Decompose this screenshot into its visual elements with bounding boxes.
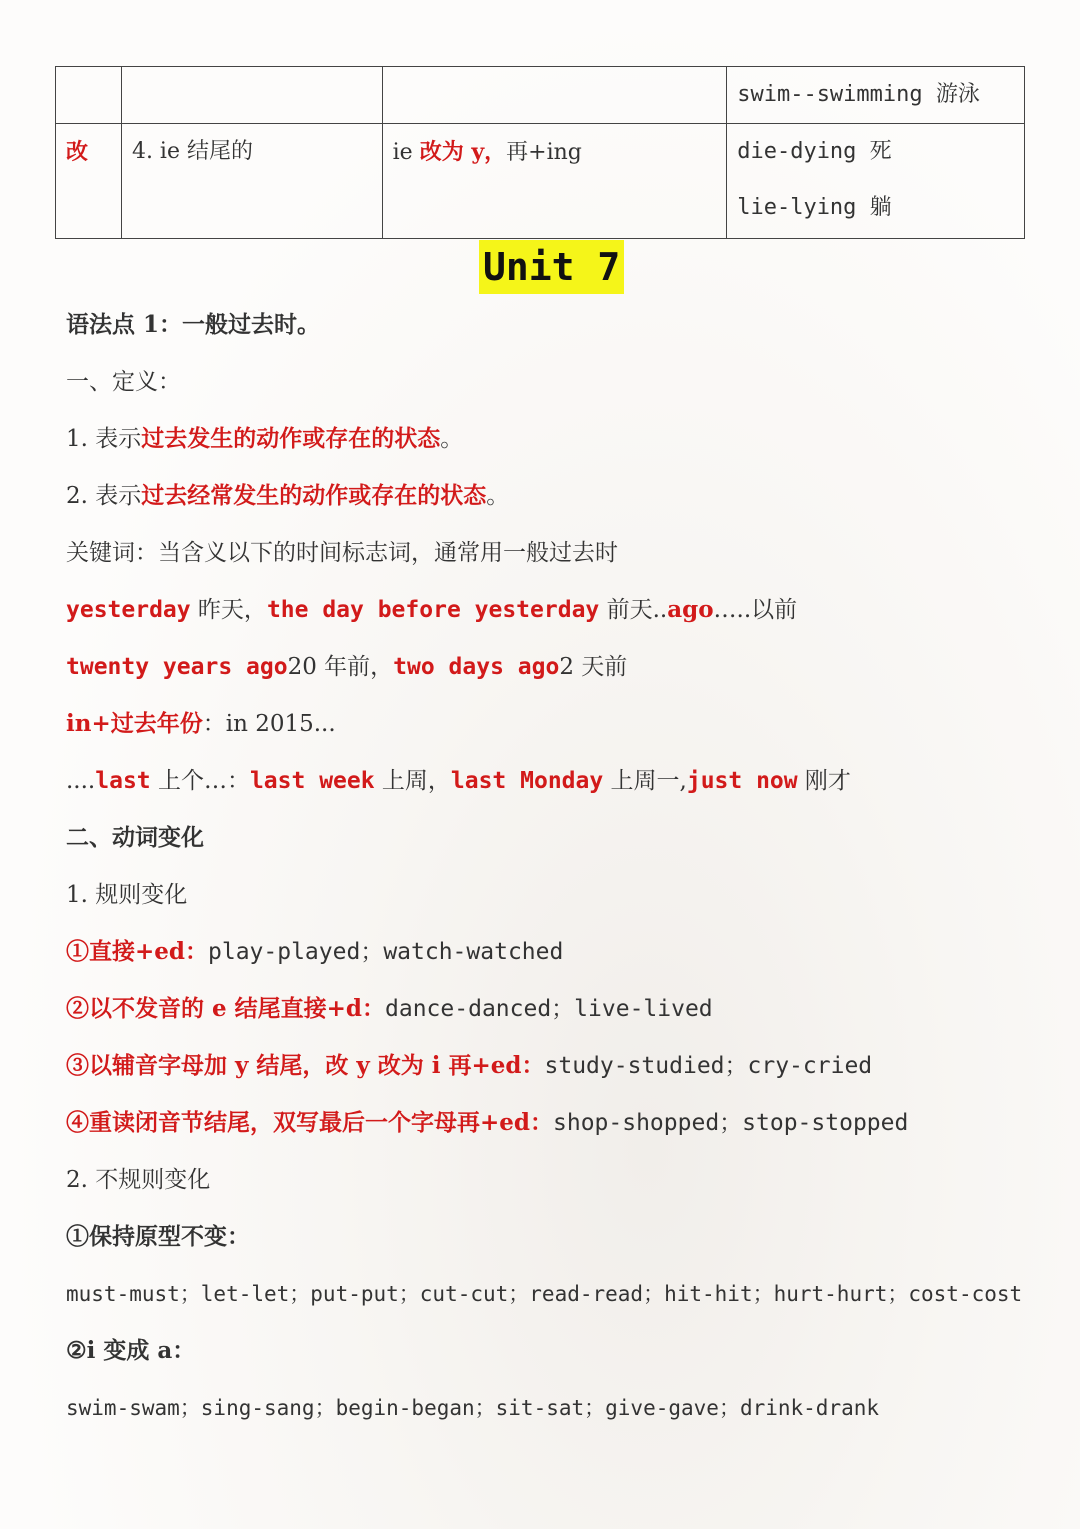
definition-1 — [66, 424, 463, 454]
irregular-1-heading: ①保持原型不变： — [66, 1223, 250, 1250]
kw-yesterday: yesterday — [66, 597, 191, 623]
rule-3 — [66, 1051, 872, 1081]
example-swim: swim--swimming 游泳 — [737, 82, 980, 107]
definition-heading: 一、定义： — [66, 369, 181, 395]
kw-just-now: just now — [686, 768, 798, 794]
keywords-1 — [66, 595, 797, 625]
table-cell — [56, 67, 122, 124]
rule-4-label: ④重读闭音节结尾，双写最后一个字母再+ed： — [66, 1109, 553, 1136]
table-row — [56, 67, 1025, 124]
kw-in-year: in+过去年份 — [66, 710, 203, 737]
kw-in-year-example: ：in 2015... — [202, 711, 336, 737]
change-label: 改 — [66, 139, 89, 165]
rule-1-examples: play-played；watch-watched — [208, 939, 564, 965]
kw-day-before-cn: 前天.. — [599, 597, 668, 623]
kw-last-week-cn: 上周， — [374, 768, 451, 794]
kw-last: last — [95, 768, 151, 794]
verb-rules-table — [55, 66, 1025, 239]
table-cell — [56, 124, 122, 239]
definition-2-suffix: 。 — [486, 483, 510, 509]
keywords-line: 关键词：当含义以下的时间标志词，通常用一般过去时 — [66, 540, 618, 566]
irregular-2-heading: ②i 变成 a： — [66, 1337, 196, 1364]
rule-ie-change — [393, 138, 717, 167]
table-cell — [121, 67, 382, 124]
kw-ago: ago — [667, 596, 714, 623]
definition-1-highlight: 过去发生的动作或存在的状态 — [141, 425, 441, 452]
keywords-3 — [66, 709, 336, 739]
table-cell — [727, 124, 1025, 239]
kw-yesterday-cn: 昨天， — [190, 597, 267, 623]
rule-4-examples: shop-shopped；stop-stopped — [553, 1110, 909, 1136]
definition-1-suffix: 。 — [440, 426, 464, 452]
kw-ago-cn: …..以前 — [713, 597, 798, 623]
table-row — [56, 124, 1025, 239]
definition-2-prefix: 2. 表示 — [66, 483, 142, 509]
grammar-title: 语法点 1：一般过去时。 — [66, 311, 321, 338]
rule-1 — [66, 937, 563, 967]
irregular-heading: 2. 不规则变化 — [66, 1167, 211, 1193]
rule-2-label: ②以不发音的 e 结尾直接+d： — [66, 995, 386, 1022]
verb-change-heading: 二、动词变化 — [66, 824, 204, 851]
rule-ie-ending: 4. ie 结尾的 — [131, 139, 253, 164]
keywords-2 — [66, 652, 627, 682]
table-cell — [382, 67, 727, 124]
rule-2-examples: dance-danced；live-lived — [385, 996, 713, 1022]
unit-title: Unit 7 — [479, 240, 624, 294]
definition-2 — [66, 481, 509, 511]
example-lie: lie-lying 躺 — [737, 195, 892, 220]
example-die: die-dying 死 — [737, 139, 892, 164]
table-cell — [727, 67, 1025, 124]
kw-last-monday: last Monday — [450, 768, 604, 794]
kw-last-week: last week — [249, 768, 375, 794]
irregular-1-list: must-must；let-let；put-put；cut-cut；read-read；hit-hit；hurt-hurt；cost-cost — [66, 1282, 1023, 1306]
kw-twenty-years: twenty years ago — [66, 654, 288, 680]
table-cell — [382, 124, 727, 239]
rule-3-examples: study-studied；cry-cried — [544, 1053, 873, 1079]
rule-2 — [66, 994, 713, 1024]
regular-heading: 1. 规则变化 — [66, 882, 188, 908]
rule-4 — [66, 1108, 908, 1138]
rule-1-label: ①直接+ed： — [66, 938, 208, 965]
kw-last-monday-cn: 上周一, — [603, 768, 687, 794]
definition-2-highlight: 过去经常发生的动作或存在的状态 — [141, 482, 487, 509]
kw-day-before: the day before yesterday — [266, 597, 600, 623]
irregular-2-list: swim-swam；sing-sang；begin-began；sit-sat；give-gave；drink-drank — [66, 1396, 880, 1420]
kw-just-now-cn: 刚才 — [797, 768, 851, 794]
kw-twenty-years-cn: 20 年前， — [287, 654, 394, 680]
keywords-4 — [66, 766, 851, 796]
kw-last-cn: 上个…： — [150, 768, 250, 794]
rule-ie-text: ie — [392, 140, 420, 165]
rule-3-label: ③以辅音字母加 y 结尾，改 y 改为 i 再+ed： — [66, 1052, 545, 1079]
table-cell — [121, 124, 382, 239]
definition-1-prefix: 1. 表示 — [66, 426, 142, 452]
rule-ie-red: 改为 y， — [419, 139, 507, 165]
kw-dots: .... — [66, 768, 96, 794]
kw-two-days-cn: 2 天前 — [559, 654, 628, 680]
kw-two-days: two days ago — [393, 654, 560, 680]
rule-ie-ing: 再+ing — [506, 140, 582, 165]
